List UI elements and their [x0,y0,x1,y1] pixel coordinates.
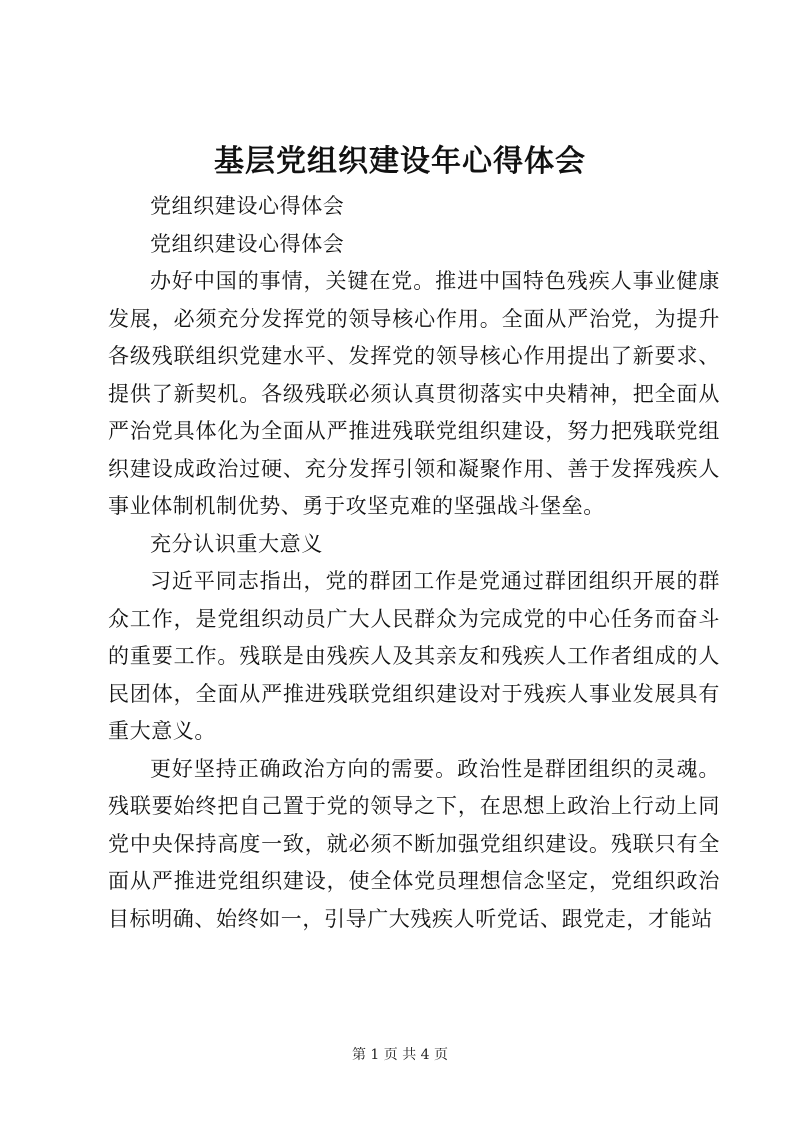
section-heading: 充分认识重大意义 [150,531,323,556]
paragraph-intro: 办好中国的事情，关键在党。推进中国特色残疾人事业健康发展，必须充分发挥党的领导核心作用。全面从严治党，为提升各级残联组织党建水平、发挥党的领导核心作用提出了新要求、提供了新契机。各级残联必须认真贯彻落实中央精神，把全面从严治党具体化为全面从严推进残联党组织建设，努力把残联党组织建设成政治过硬、充分发挥引领和凝聚作用、善于发挥残疾人事业体制机制优势、勇于攻坚克难的坚强战斗堡垒。 [108,269,720,518]
page-footer [0,1045,800,1065]
paragraph-political-direction: 更好坚持正确政治方向的需要。政治性是群团组织的灵魂。残联要始终把自己置于党的领导之下，在思想上政治上行动上同党中央保持高度一致，就必须不断加强党组织建设。残联只有全面从严推进党组织建设，使全体党员理想信念坚定，党组织政治目标明确、始终如一，引导广大残疾人听党话、跟党走，才能站 [108,756,720,931]
page-number-label: 第 1 页 共 4 页 [351,1047,449,1063]
document-title: 基层党组织建设年心得体会 [214,144,586,179]
subtitle-line-2: 党组织建设心得体会 [150,231,345,256]
subtitle-line-1: 党组织建设心得体会 [150,194,345,218]
paragraph-significance: 习近平同志指出，党的群团工作是党通过群团组织开展的群众工作，是党组织动员广大人民群众为完成党的中心任务而奋斗的重要工作。残联是由残疾人及其亲友和残疾人工作者组成的人民团体，全面从严推进残联党组织建设对于残疾人事业发展具有重大意义。 [108,569,720,743]
document-body [108,188,720,938]
